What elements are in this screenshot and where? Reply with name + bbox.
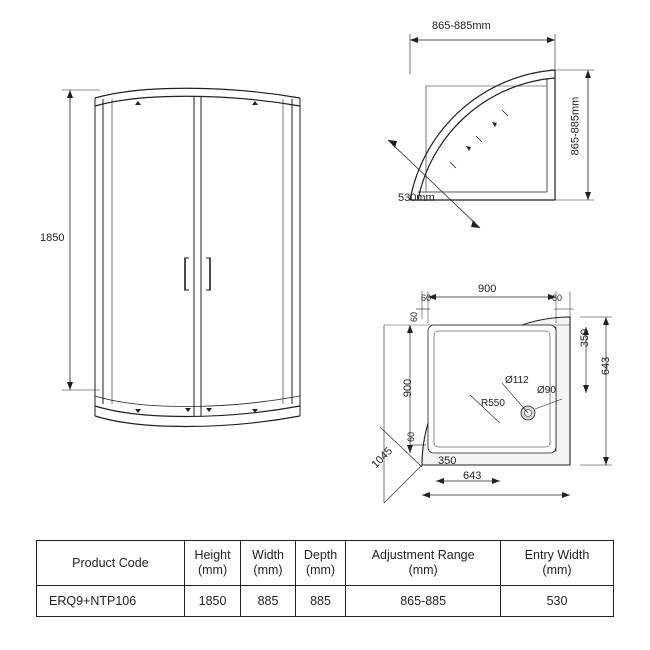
header-height-line1: Height [194, 548, 231, 562]
header-depth-line2: (mm) [305, 563, 336, 577]
table-header-row [37, 541, 614, 586]
header-depth-line1: Depth [303, 548, 338, 562]
header-product-code [37, 541, 185, 586]
tray-radius-label: R550 [481, 398, 505, 409]
tray-top-right-offset-label: 60 [552, 293, 563, 303]
cell-depth: 885 [295, 586, 346, 617]
plan-right-dimension-label: 865-885mm [569, 96, 582, 156]
header-height-line2: (mm) [197, 563, 228, 577]
cell-product-code: ERQ9+NTP106 [37, 586, 185, 617]
header-width-line1: Width [252, 548, 284, 562]
header-product-code-line1: Product Code [72, 555, 149, 570]
tray-top-width-label: 900 [478, 283, 497, 295]
tray-waste-outer-label: Ø112 [505, 375, 529, 386]
table-row [37, 586, 614, 617]
tray-right-643-label: 643 [600, 356, 613, 376]
tray-top-left-offset-label: 60 [421, 293, 432, 303]
cell-width: 885 [241, 586, 295, 617]
cell-height: 1850 [184, 586, 241, 617]
header-depth [295, 541, 346, 586]
header-entry-line1: Entry Width [524, 548, 590, 562]
tray-waste-inner-label: Ø90 [537, 385, 556, 396]
tray-bottom-350-label: 350 [438, 455, 457, 467]
plan-top-dimension-label: 865-885mm [432, 20, 491, 32]
front-elevation-drawing [0, 0, 360, 500]
plan-entry-width-label: 530mm [398, 192, 435, 204]
tray-bottom-643-label: 643 [463, 470, 482, 482]
tray-inner-height-label: 900 [402, 378, 415, 398]
tray-left-top-offset-label: 60 [409, 311, 420, 323]
plan-view-drawing [380, 10, 650, 270]
front-height-label: 1850 [40, 232, 65, 244]
header-adjustment-range [346, 541, 501, 586]
tray-left-small-offset-label: 60 [406, 431, 417, 443]
cell-entry-width: 530 [500, 586, 613, 617]
header-width [241, 541, 295, 586]
header-height [184, 541, 241, 586]
header-entry-line2: (mm) [542, 563, 572, 577]
specification-table [36, 540, 614, 617]
cell-adjustment-range: 865-885 [346, 586, 501, 617]
tray-diagonal-1045-label: 1045 [369, 445, 396, 471]
tray-right-350-label: 350 [579, 328, 592, 348]
header-entry-width [500, 541, 613, 586]
header-width-line2: (mm) [253, 563, 283, 577]
header-adjustment-line2: (mm) [408, 563, 438, 577]
header-adjustment-line1: Adjustment Range [371, 548, 475, 562]
